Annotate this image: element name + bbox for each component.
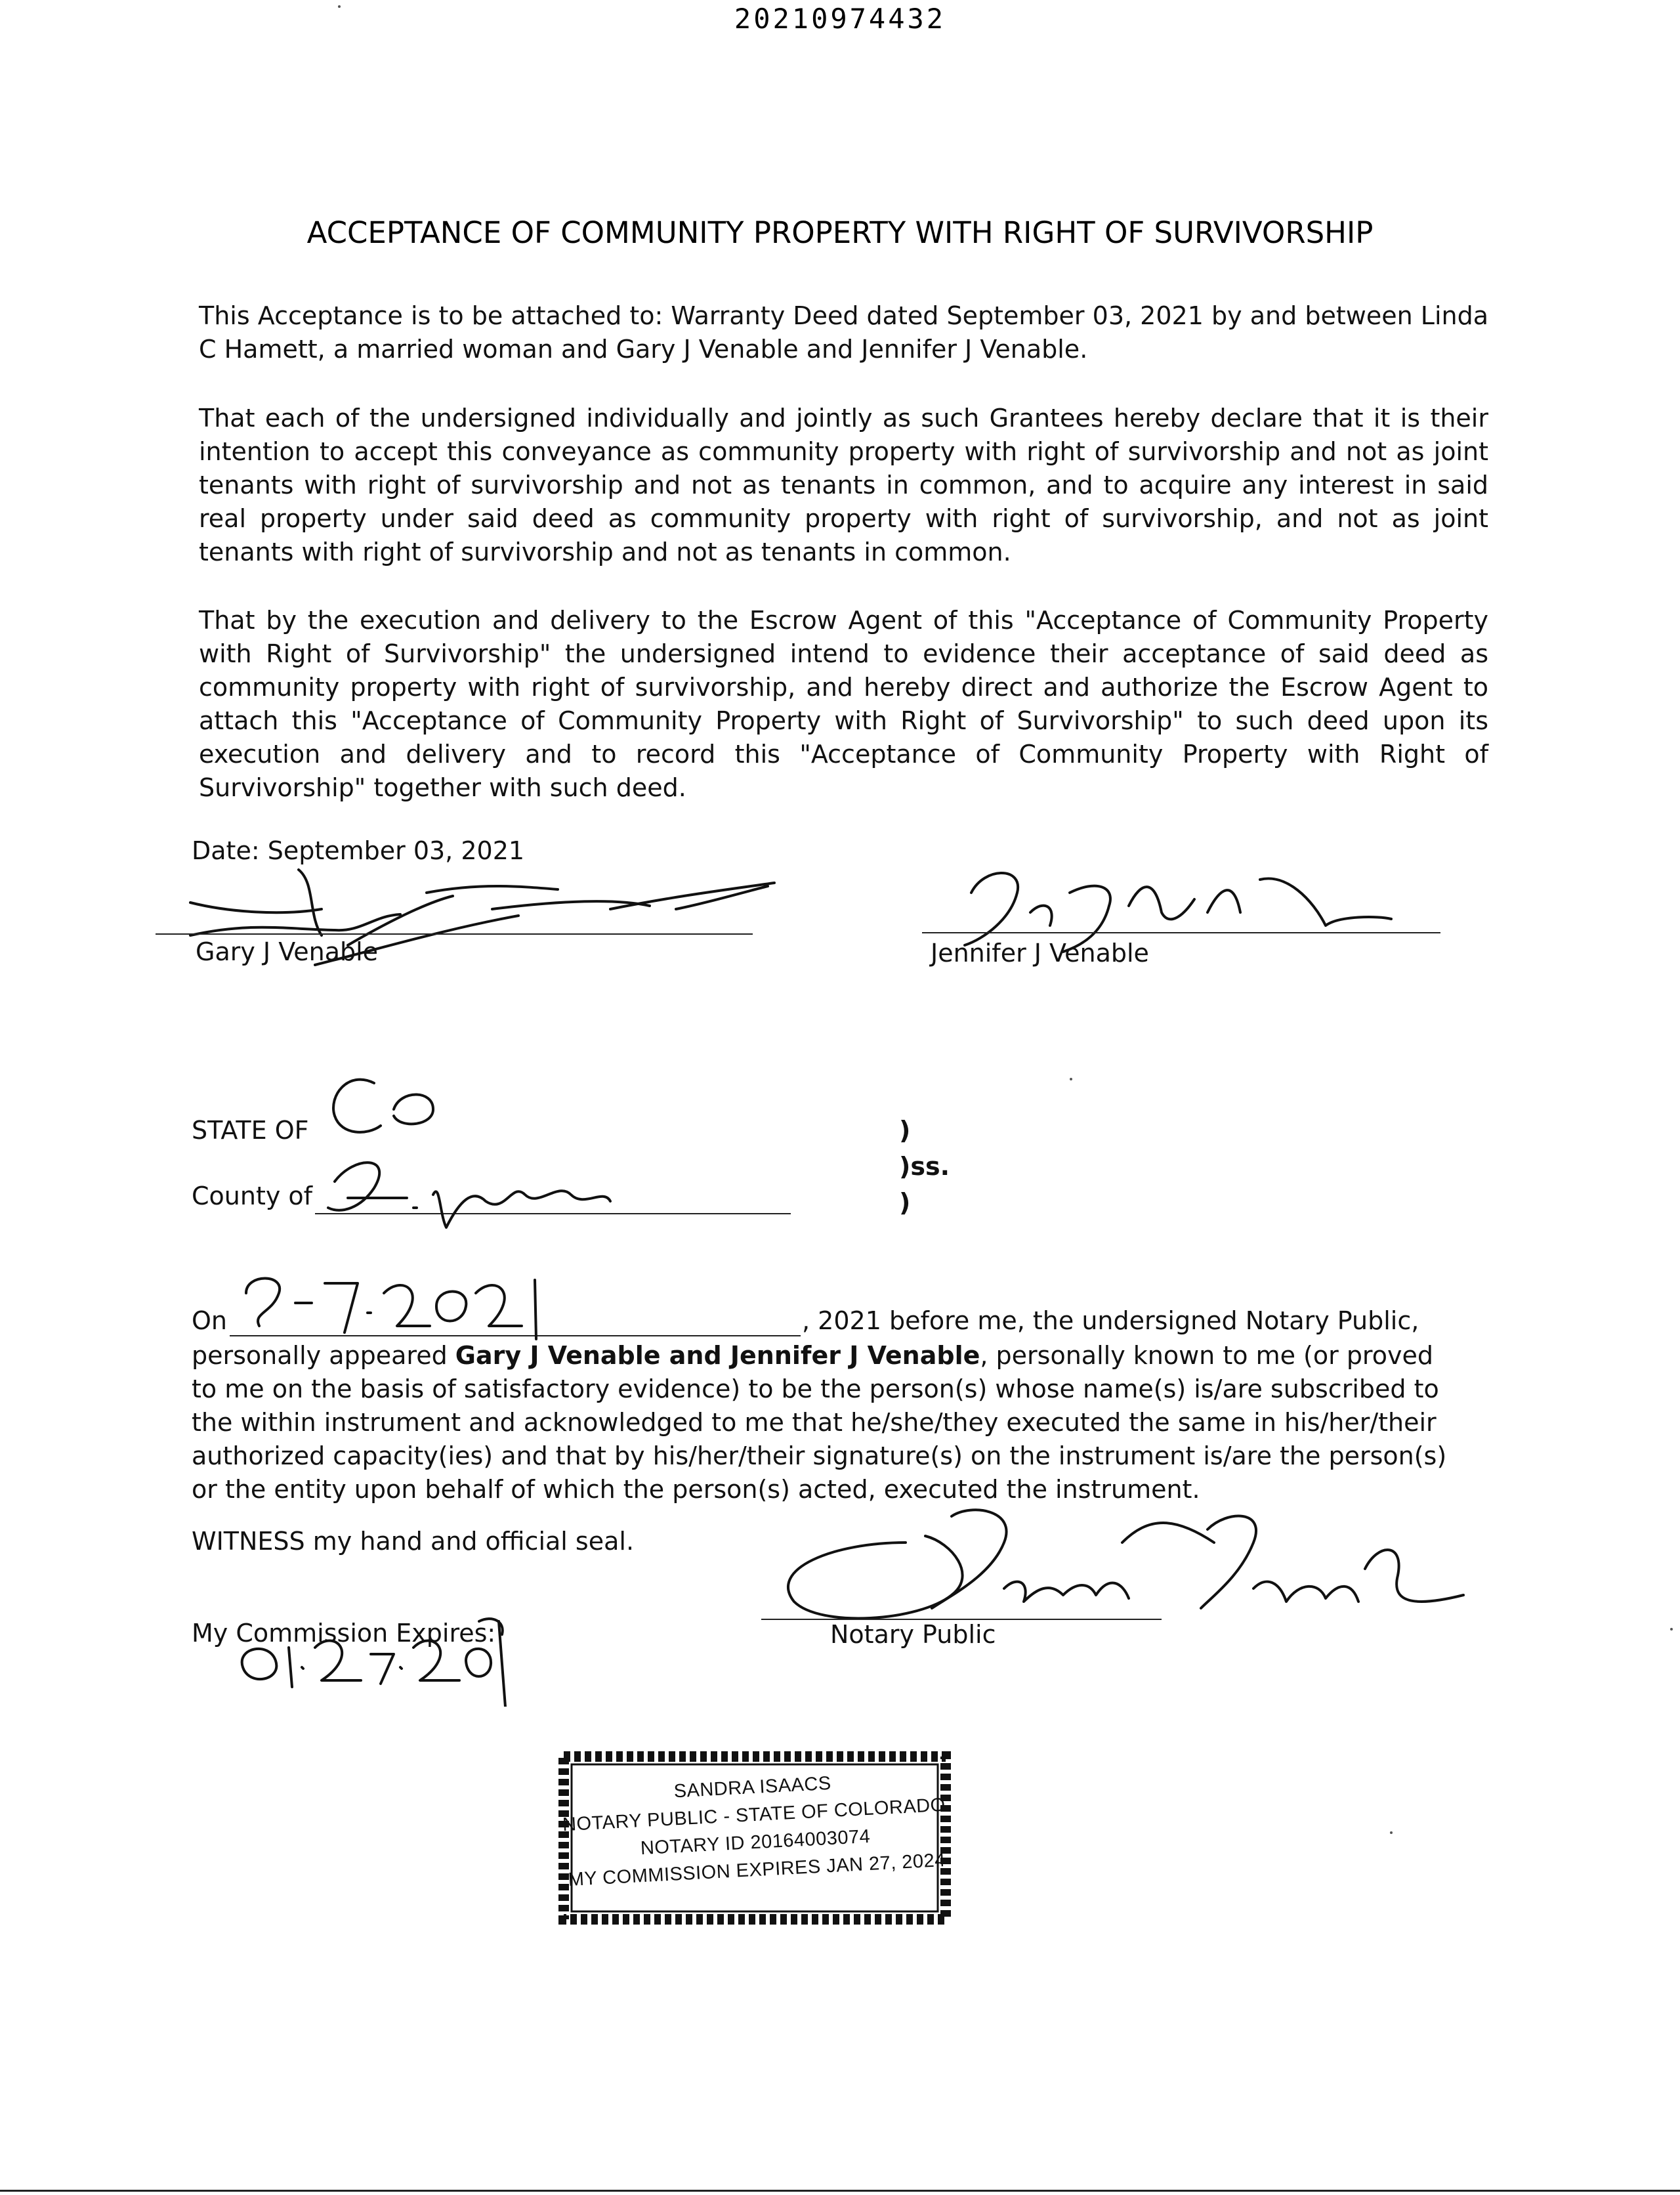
on-date-handwritten — [233, 1267, 561, 1346]
attachment-paragraph: This Acceptance is to be attached to: Warranty Deed dated September 03, 2021 by and between Linda C Hamett, a married woman and Gary J Venable and Jennifer J Venable. — [199, 301, 1488, 364]
scan-speck — [1670, 1628, 1673, 1630]
authorization-paragraph: That by the execution and delivery to the Escrow Agent of this "Acceptance of Community Property with Right of Survivorship" the undersigned intend to evidence their acceptance of said deed as community property with right of survivorship, and hereby direct and authorize the Escrow Agent to attach this "Acceptance of Community Property with Right of Survivorship" to such deed upon its execution and delivery and to record this "Acceptance of Community Property with Right of Survivorship" together with such deed. — [199, 606, 1488, 802]
commission-handwritten-date — [230, 1608, 538, 1707]
ack-text-after: , personally known to me (or proved to me on the basis of satisfactory evidence) to be the person(s) whose name(s) is/are subscribed to the within instrument and acknowledged to me that he/she/they executed the same in his/her/their authorized capacity(ies) and that by his/her/their signature(s) on the instrument is/are the person(s) or the entity upon behalf of which the person(s) acted, executed the instrument. — [192, 1341, 1447, 1504]
document-number: 20210974432 — [734, 3, 946, 35]
on-year-suffix: , 2021 before me, the undersigned Notary Public, — [802, 1306, 1419, 1335]
venue-bracket-top: ) — [899, 1116, 911, 1145]
notary-stamp — [555, 1746, 955, 1930]
appeared-names: Gary J Venable and Jennifer J Venable — [455, 1341, 980, 1370]
jennifer-signature-line — [922, 932, 1440, 933]
signature-date: Date: September 03, 2021 — [192, 836, 525, 865]
scan-speck — [1390, 1831, 1393, 1834]
on-label: On — [192, 1306, 227, 1335]
declaration-paragraph: That each of the undersigned individually and jointly as such Grantees hereby declare that it is their intention to accept this conveyance as community property with right of survivorship and not as joint tenants with right of survivorship and not as tenants in common, and to acquire any interest in said real property under said deed as community property with right of survivorship, and not as joint tenants with right of survivorship and not as tenants in common. — [199, 404, 1488, 566]
commission-expires-label: My Commission Expires: — [192, 1619, 496, 1648]
ack-text-before: personally appeared — [192, 1341, 455, 1370]
gary-signature-line — [156, 933, 753, 935]
witness-statement: WITNESS my hand and official seal. — [192, 1527, 635, 1556]
state-handwritten-value — [322, 1070, 440, 1142]
county-handwritten-value — [308, 1142, 623, 1247]
state-label: STATE OF — [192, 1116, 309, 1145]
venue-ss: )ss. — [899, 1152, 950, 1181]
stamp-line-expiry: MY COMMISSION EXPIRES JAN 27, 2024 — [567, 1849, 946, 1890]
jennifer-name: Jennifer J Venable — [931, 939, 1149, 968]
scan-speck — [338, 5, 341, 8]
stamp-line-id: NOTARY ID 20164003074 — [640, 1825, 872, 1860]
notary-acknowledgment-paragraph — [192, 1339, 1458, 1506]
stamp-line-name: SANDRA ISAACS — [673, 1772, 832, 1802]
scan-speck — [1070, 1078, 1072, 1080]
notary-public-label: Notary Public — [830, 1620, 996, 1649]
stamp-line-title: NOTARY PUBLIC - STATE OF COLORADO — [562, 1794, 946, 1836]
gary-name: Gary J Venable — [196, 937, 379, 966]
document-title: ACCEPTANCE OF COMMUNITY PROPERTY WITH RIGHT OF SURVIVORSHIP — [306, 215, 1374, 250]
notary-signature — [755, 1503, 1477, 1634]
county-label: County of — [192, 1182, 313, 1210]
venue-bracket-bottom: ) — [899, 1188, 911, 1217]
page-bottom-edge — [0, 2190, 1680, 2192]
stamp-text-block — [552, 1763, 957, 1894]
